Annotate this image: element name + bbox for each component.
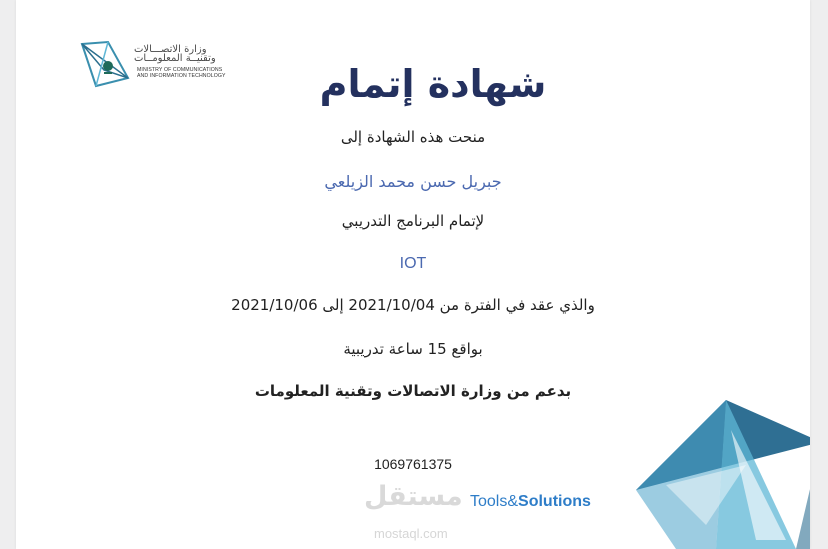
- decorative-triangle-graphic: [606, 390, 810, 549]
- logo-english-line-1: MINISTRY OF COMMUNICATIONS: [137, 67, 223, 73]
- granted-to-text: منحت هذه الشهادة إلى: [340, 128, 486, 146]
- partner-solutions-text: Solutions: [518, 493, 591, 510]
- certificate-title: شهادة إتمام: [319, 62, 547, 106]
- training-period: والذي عقد في الفترة من 2021/10/04 إلى 2021/10/06: [231, 296, 595, 314]
- logo-arabic-line-1: وزارة الاتصـــالات: [134, 44, 207, 55]
- certificate-page: [16, 0, 810, 549]
- watermark-url: mostaql.com: [374, 526, 448, 541]
- certificate-number: 1069761375: [374, 456, 452, 472]
- logo-english-line-2: AND INFORMATION TECHNOLOGY: [137, 73, 226, 79]
- logo-arabic-line-2: وتقنيــة المعلومــات: [134, 53, 216, 64]
- completion-text: لإتمام البرنامج التدريبي: [341, 212, 485, 230]
- recipient-name: جبريل حسن محمد الزيلعي: [324, 172, 502, 191]
- partner-tools-text: Tools&: [470, 493, 519, 510]
- watermark-arabic: مستقل: [364, 481, 463, 512]
- support-statement: بدعم من وزارة الاتصالات وتقنية المعلومات: [254, 382, 572, 400]
- training-hours: بواقع 15 ساعة تدريبية: [343, 340, 483, 358]
- partner-logo: [470, 493, 591, 511]
- program-name: IOT: [399, 255, 427, 272]
